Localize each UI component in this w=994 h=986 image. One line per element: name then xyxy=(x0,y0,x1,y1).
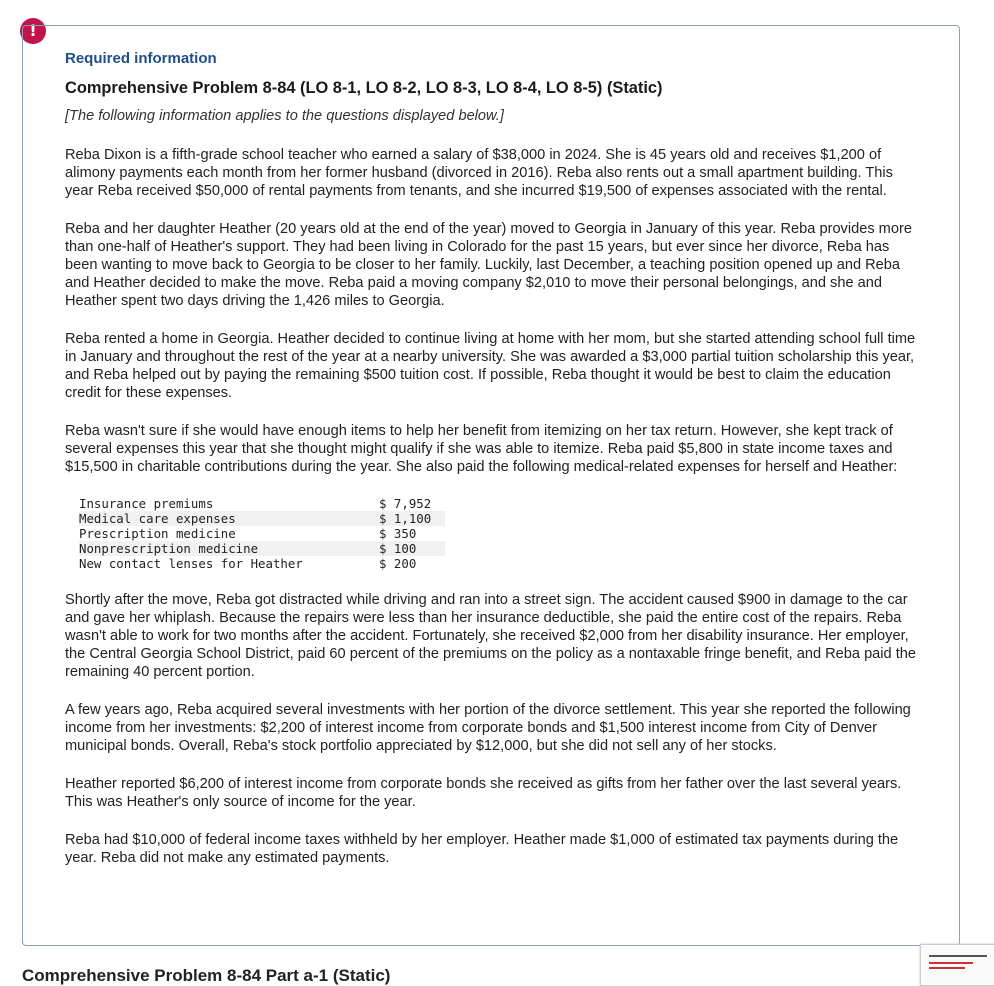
expense-amount: $ 200 xyxy=(379,556,417,571)
next-section-heading: Comprehensive Problem 8-84 Part a-1 (Static) xyxy=(22,966,391,985)
table-row xyxy=(79,541,445,556)
required-information-label: Required information xyxy=(65,50,217,67)
paragraph: Reba Dixon is a fifth-grade school teacher who earned a salary of $38,000 in 2024. She is 45 years old and receives $1,200 of alimony payments each month from her former husband (divorced in 2016). Reba also rents out a small apartment building. This year Reba received $50,000 of rental payments from tenants, and she incurred $19,500 of expenses associated with the rental. xyxy=(65,147,893,199)
expense-amount: $ 100 xyxy=(379,541,445,556)
paragraph: Heather reported $6,200 of interest income from corporate bonds she received as gifts from her father over the last several years. This was Heather's only source of income for the year. xyxy=(65,776,902,810)
expense-amount: $ 7,952 xyxy=(379,496,432,511)
problem-title: Comprehensive Problem 8-84 (LO 8-1, LO 8-2, LO 8-3, LO 8-4, LO 8-5) (Static) xyxy=(65,79,663,97)
expense-label: New contact lenses for Heather xyxy=(79,556,303,571)
medical-expenses-table xyxy=(79,496,445,571)
paragraph: Reba wasn't sure if she would have enough items to help her benefit from itemizing on her tax return. However, she kept track of several expenses this year that she thought might qualify if she was able to itemize. Reba paid $5,800 in state income taxes and $15,500 in charitable contributions during the year. She also paid the following medical-related expenses for herself and Heather: xyxy=(65,423,898,475)
paragraph: Reba rented a home in Georgia. Heather decided to continue living at home with her mom, but she started attending school full time in January and throughout the rest of the year at a nearby university. She was awarded a $3,000 partial tuition scholarship this year, and Reba helped out by paying the remaining $500 tuition cost. If possible, Reba thought it would be best to claim the education credit for these expenses. xyxy=(65,331,916,401)
paragraph: Shortly after the move, Reba got distracted while driving and ran into a street sign. The accident caused $900 in damage to the car and gave her whiplash. Because the repairs were less than her insurance deductible, she paid the entire cost of the repairs. Reba wasn't able to work for two months after the accident. Fortunately, she received $2,000 from her disability insurance. Her employer, the Central Georgia School District, paid 60 percent of the premiums on the policy as a nontaxable fringe benefit, and Reba paid the remaining 40 percent portion. xyxy=(65,592,916,680)
expense-amount: $ 1,100 xyxy=(379,511,445,526)
paragraph: Reba had $10,000 of federal income taxes withheld by her employer. Heather made $1,000 of estimated tax payments during the year. Reba did not make any estimated payments. xyxy=(65,832,899,866)
expense-label: Nonprescription medicine xyxy=(79,541,379,556)
expense-label: Prescription medicine xyxy=(79,526,236,541)
table-row xyxy=(79,496,445,511)
expense-label: Insurance premiums xyxy=(79,496,214,511)
table-row xyxy=(79,526,445,541)
intro-note: [The following information applies to the questions displayed below.] xyxy=(65,108,504,124)
problem-content xyxy=(65,50,925,867)
table-row xyxy=(79,511,445,526)
page-thumbnail[interactable] xyxy=(920,944,994,986)
expense-label: Medical care expenses xyxy=(79,511,379,526)
expense-amount: $ 350 xyxy=(379,526,417,541)
paragraph: A few years ago, Reba acquired several investments with her portion of the divorce settlement. This year she reported the following income from her investments: $2,200 of interest income from corporate bonds and $1,500 interest income from City of Denver municipal bonds. Overall, Reba's stock portfolio appreciated by $12,000, but she did not sell any of her stocks. xyxy=(65,702,911,754)
table-row xyxy=(79,556,445,571)
alert-icon: ! xyxy=(20,18,46,44)
paragraph: Reba and her daughter Heather (20 years old at the end of the year) moved to Georgia in January of this year. Reba provides more than one-half of Heather's support. They had been living in Colorado for the past 15 years, but ever since her divorce, Reba has been wanting to move back to Georgia to be closer to her family. Luckily, last December, a teaching position opened up and Reba and Heather decided to make the move. Reba paid a moving company $2,010 to move their personal belongings, and she and Heather spent two days driving the 1,426 miles to Georgia. xyxy=(65,221,912,309)
